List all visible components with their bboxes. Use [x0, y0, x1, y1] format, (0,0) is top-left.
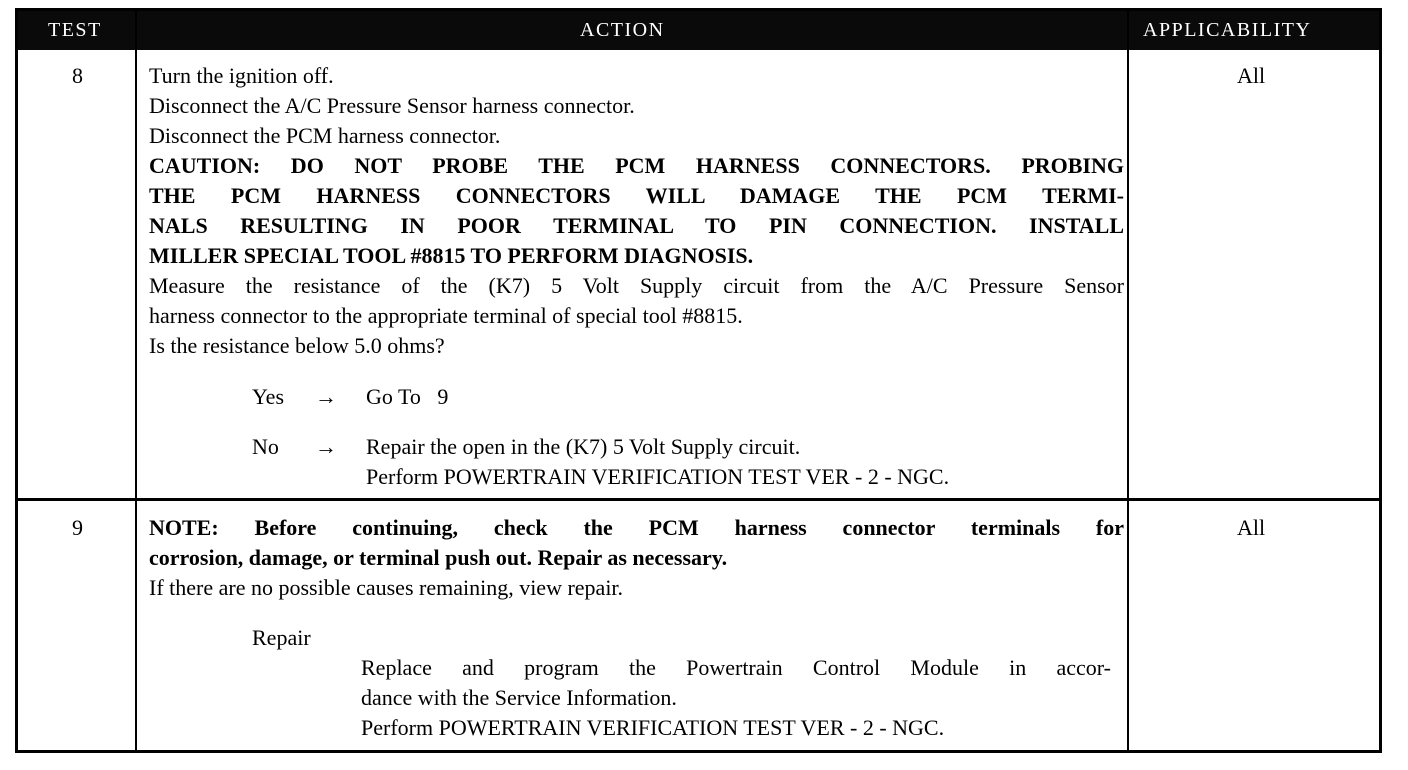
measure-line: Measure the resistance of the (K7) 5 Volt Supply circuit from the A/C Pressure Sensor — [149, 273, 1124, 298]
header-test: TEST — [48, 19, 102, 41]
header-action: ACTION — [580, 19, 665, 41]
applicability-8: All — [1237, 63, 1266, 88]
instruction-line: Turn the ignition off. — [149, 63, 334, 88]
note-line: NOTE: Before continuing, check the PCM harness connector terminals for — [149, 515, 1124, 540]
diagnostic-table — [15, 8, 1382, 753]
arrow-right-icon: → — [315, 384, 337, 409]
header-applicability: APPLICABILITY — [1143, 19, 1312, 41]
arrow-right-icon: → — [315, 434, 337, 459]
no-label: No — [252, 434, 279, 459]
caution-line: MILLER SPECIAL TOOL #8815 TO PERFORM DIAGNOSIS. — [149, 243, 754, 268]
measure-line: Is the resistance below 5.0 ohms? — [149, 333, 445, 358]
repair-steps — [361, 653, 1111, 743]
row-divider — [18, 498, 1379, 501]
action-step-8 — [149, 61, 1124, 361]
column-divider — [1127, 11, 1129, 750]
column-divider — [135, 11, 137, 750]
no-result: Perform POWERTRAIN VERIFICATION TEST VER - 2 - NGC. — [366, 464, 950, 489]
measure-line: harness connector to the appropriate terminal of special tool #8815. — [149, 303, 743, 328]
repair-line: dance with the Service Information. — [361, 685, 677, 710]
action-step-9 — [149, 513, 1124, 603]
test-number-8: 8 — [72, 63, 83, 88]
repair-line: Replace and program the Powertrain Control Module in accor- — [361, 655, 1111, 680]
instruction-line: Disconnect the A/C Pressure Sensor harness connector. — [149, 93, 635, 118]
caution-line: CAUTION: DO NOT PROBE THE PCM HARNESS CONNECTORS. PROBING — [149, 153, 1124, 178]
yes-label: Yes — [252, 384, 285, 409]
test-number-9: 9 — [72, 515, 83, 540]
yes-result: Go To 9 — [366, 384, 449, 409]
note-line: corrosion, damage, or terminal push out. Repair as necessary. — [149, 545, 728, 570]
instruction-line: If there are no possible causes remaining, view repair. — [149, 575, 624, 600]
caution-line: NALS RESULTING IN POOR TERMINAL TO PIN CONNECTION. INSTALL — [149, 213, 1124, 238]
repair-line: Perform POWERTRAIN VERIFICATION TEST VER - 2 - NGC. — [361, 715, 945, 740]
instruction-line: Disconnect the PCM harness connector. — [149, 123, 501, 148]
applicability-9: All — [1237, 515, 1266, 540]
no-result: Repair the open in the (K7) 5 Volt Supply circuit. — [366, 434, 801, 459]
table-header — [18, 11, 1379, 50]
repair-label: Repair — [252, 625, 311, 650]
caution-line: THE PCM HARNESS CONNECTORS WILL DAMAGE THE PCM TERMI- — [149, 183, 1124, 208]
